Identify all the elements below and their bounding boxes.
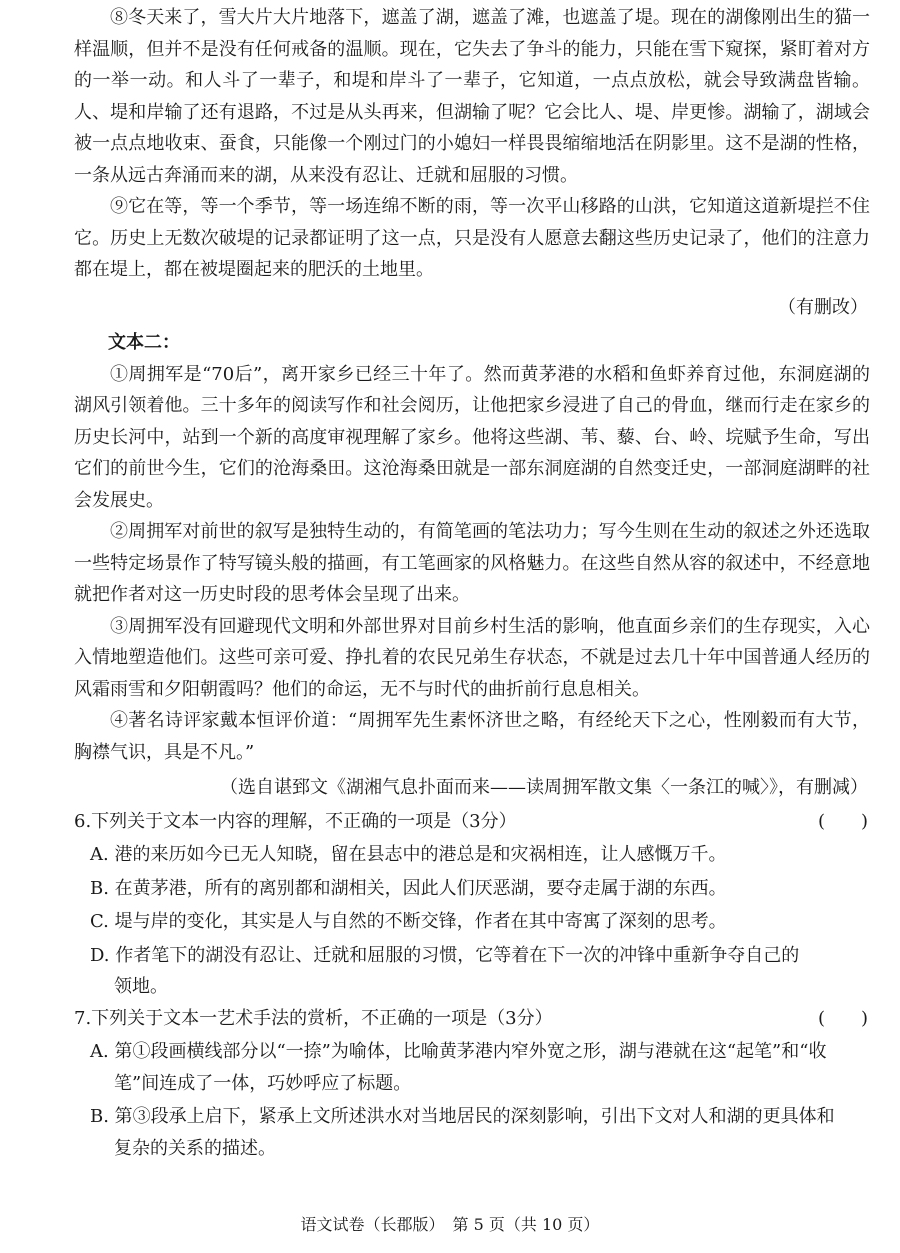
question-6	[0, 806, 900, 838]
page-footer: 语文试卷（长郡版） 第 5 页（共 10 页）	[300, 1215, 600, 1234]
text2-paragraph-1: ①周拥军是“70后”，离开家乡已经三十年了。然而黄茅港的水稻和鱼虾养育过他，东洞庭湖的湖风引领着他。三十多年的阅读写作和社会阅历，让他把家乡浸进了自己的骨血，继而行走在家乡的历史长河中，站到一个新的高度审视理解了家乡。他将这些湖、苇、藜、台、岭、垸赋予生命，写出它们的前世今生，它们的沧海桑田。这沧海桑田就是一部东洞庭湖的自然变迁史，一部洞庭湖畔的社会发展史。	[74, 363, 870, 511]
question-6-option-a: A. 港的来历如今已无人知晓，留在县志中的港总是和灾祸相连，让人感慨万千。	[90, 844, 727, 865]
question-6-option-c: C. 堤与岸的变化，其实是人与自然的不断交锋，作者在其中寄寓了深刻的思考。	[90, 911, 727, 932]
text2-paragraph-3: ③周拥军没有回避现代文明和外部世界对目前乡村生活的影响，他直面乡亲们的生存现实，入心入情地塑造他们。这些可亲可爱、挣扎着的农民兄弟生存状态，不就是过去几十年中国普通人经历的风霜雨雪和夕阳朝霞吗？他们的命运，无不与时代的曲折前行息息相关。	[74, 615, 870, 700]
question-7-stem: 7.下列关于文本一艺术手法的赏析，不正确的一项是（3分）	[74, 1007, 553, 1029]
text1-paragraph-9: ⑨它在等，等一个季节，等一场连绵不断的雨，等一次平山移路的山洪，它知道这道新堤拦不住它。历史上无数次破堤的记录都证明了这一点，只是没有人愿意去翻这些历史记录了，他们的注意力都在堤上，都在被堤圈起来的肥沃的土地里。	[74, 196, 870, 280]
edit-note: （有删改）	[778, 296, 868, 318]
text2-source: （选自谌郅文《湖湘气息扑面而来——读周拥军散文集〈一条江的喊〉》，有删减）	[220, 777, 868, 798]
text2-paragraph-4: ④著名诗评家戴本恒评价道：“周拥军先生素怀济世之略，有经纶天下之心，性刚毅而有大节，胸襟气识，具是不凡。”	[74, 710, 870, 763]
question-6-option-d-line2: 领地。	[114, 976, 168, 997]
question-7	[0, 1003, 900, 1035]
question-6-option-d-line1: D. 作者笔下的湖没有忍让、迁就和屈服的习惯，它等着在下一次的冲锋中重新争夺自己的	[90, 944, 800, 966]
text1-paragraph-8: ⑧冬天来了，雪大片大片地落下，遮盖了湖，遮盖了滩，也遮盖了堤。现在的湖像刚出生的猫一样温顺，但并不是没有任何戒备的温顺。现在，它失去了争斗的能力，只能在雪下窥探，紧盯着对方的一举一动。和人斗了一辈子，和堤和岸斗了一辈子，它知道，一点点放松，就会导致满盘皆输。人、堤和岸输了还有退路，不过是从头再来，但湖输了呢？它会比人、堤、岸更惨。湖输了，湖域会被一点点地收束、蚕食，只能像一个刚过门的小媳妇一样畏畏缩缩地活在阴影里。这不是湖的性格，一条从远古奔涌而来的湖，从来没有忍让、迁就和屈服的习惯。	[74, 7, 870, 186]
question-6-answer-bracket: ( )	[817, 810, 868, 832]
question-7-option-b-line1: B. 第③段承上启下，紧承上文所述洪水对当地居民的深刻影响，引出下文对人和湖的更具体和	[90, 1106, 835, 1127]
question-7-option-b	[0, 1101, 900, 1164]
text2-heading: 文本二：	[108, 332, 180, 353]
question-6-option-b: B. 在黄茅港，所有的离别都和湖相关，因此人们厌恶湖，要夺走属于湖的东西。	[90, 877, 727, 899]
question-7-option-b-line2: 复杂的关系的描述。	[114, 1137, 276, 1159]
question-7-answer-bracket: ( )	[817, 1007, 868, 1029]
question-6-option-d	[0, 940, 900, 1003]
question-7-option-a-line2: 笔”间连成了一体，巧妙呼应了标题。	[114, 1072, 412, 1094]
question-7-option-a-line1: A. 第①段画横线部分以“一捺”为喻体，比喻黄茅港内窄外宽之形，湖与港就在这“起笔”和“收	[90, 1041, 827, 1062]
text2-paragraph-2: ②周拥军对前世的叙写是独特生动的，有简笔画的笔法功力；写今生则在生动的叙述之外还选取一些特定场景作了特写镜头般的描画，有工笔画家的风格魅力。在这些自然从容的叙述中，不经意地就把作者对这一历史时段的思考体会呈现了出来。	[74, 521, 870, 605]
question-7-option-a	[0, 1036, 900, 1099]
question-6-stem: 6.下列关于文本一内容的理解，不正确的一项是（3分）	[74, 810, 517, 832]
